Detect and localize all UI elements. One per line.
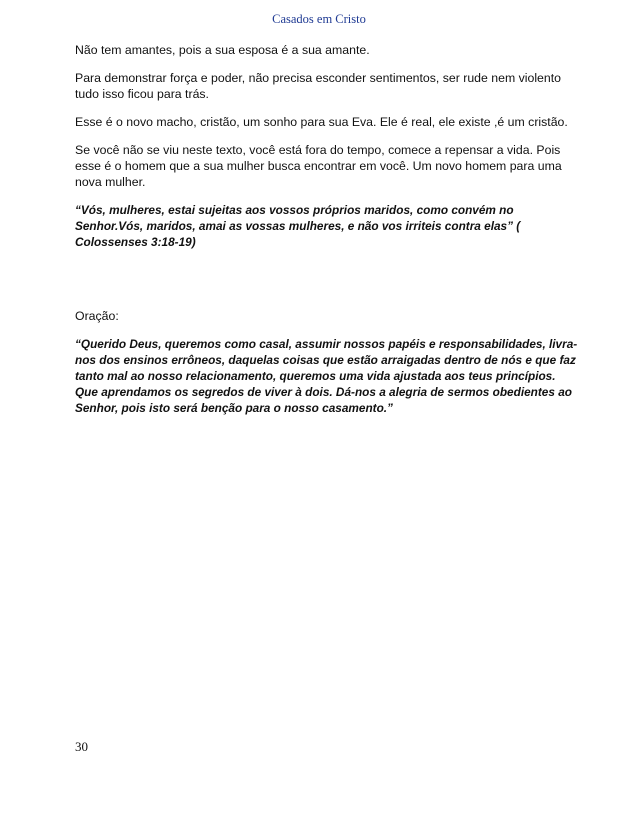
running-header: Casados em Cristo [272, 12, 366, 26]
prayer-text: “Querido Deus, queremos como casal, assumir nossos papéis e responsabilidades, livra-nos dos ensinos errôneos, daquelas coisas que estão arraigadas dentro de nós e que faz tanto mal ao nosso relacionamento, queremos uma vida ajustada aos teus princípios. Que aprendamos os segredos de viver à dois. Dá-nos a alegria de sermos obedientes ao Senhor, pois isto será benção para o nosso casamento.” [75, 337, 578, 415]
paragraph-novo-macho: Esse é o novo macho, cristão, um sonho para sua Eva. Ele é real, ele existe ,é um cristão. [75, 115, 568, 129]
page-content [75, 42, 580, 428]
paragraph-repensar: Se você não se viu neste texto, você está fora do tempo, comece a repensar a vida. Pois esse é o homem que a sua mulher busca encontrar em você. Um novo homem para uma nova mulher. [75, 143, 562, 189]
paragraph-amantes: Não tem amantes, pois a sua esposa é a sua amante. [75, 43, 370, 57]
prayer-heading: Oração: [75, 309, 119, 323]
spacer [75, 262, 580, 308]
paragraph-forca-poder: Para demonstrar força e poder, não precisa esconder sentimentos, ser rude nem violento tudo isso ficou para trás. [75, 71, 561, 101]
page-number: 30 [75, 739, 88, 754]
scripture-quote: “Vós, mulheres, estai sujeitas aos vossos próprios maridos, como convém no Senhor.Vós, maridos, amai as vossas mulheres, e não vos irriteis contra elas” ( Colossenses 3:18-19) [75, 203, 521, 249]
